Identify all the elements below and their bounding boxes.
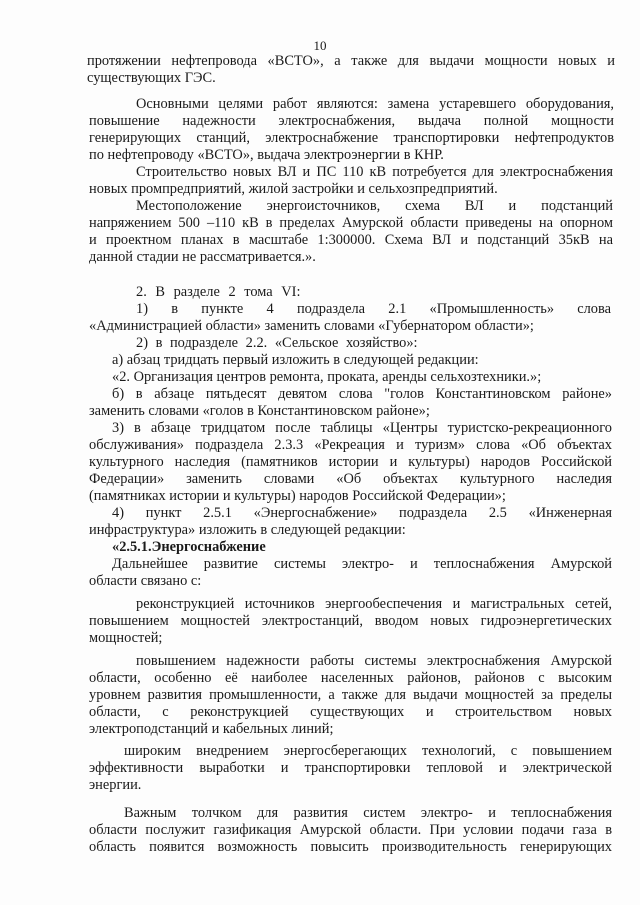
text-line: и проектном планах в масштабе 1:300000. Схема ВЛ и подстанций 35кВ на (89, 232, 613, 248)
text-line: заменить словами «голов в Константиновском районе»; (89, 403, 430, 419)
text-line: Важным толчком для развития систем электро- и теплоснабжения (124, 805, 612, 821)
text-line: повышением мощностей электростанций, вводом новых гидроэнергетических (89, 613, 612, 629)
text-line: а) абзац тридцать первый изложить в следующей редакции: (112, 352, 479, 368)
text-line: 1) в пункте 4 подраздела 2.1 «Промышленность» слова (136, 301, 611, 317)
text-line: Дальнейшее развитие системы электро- и теплоснабжения Амурской (112, 556, 612, 572)
text-line: мощностей; (89, 630, 163, 646)
text-line: Основными целями работ являются: замена устаревшего оборудования, (136, 96, 614, 112)
text-line: Местоположение энергоисточников, схема ВЛ и подстанций (136, 198, 613, 214)
text-line: генерирующих станций, электроснабжение транспортировки нефтепродуктов (89, 130, 614, 146)
text-line: данной стадии не рассматривается.». (89, 249, 316, 265)
text-line: области послужит газификация Амурской области. При условии подачи газа в (89, 822, 612, 838)
text-line: области связано с: (89, 573, 202, 589)
text-line: область появится возможность повысить производительность генерирующих (89, 839, 612, 855)
text-line: повышение надежности электроснабжения, выдача полной мощности (89, 113, 614, 129)
text-line: по нефтепроводу «ВСТО», выдача электроэнергии в КНР. (89, 147, 444, 163)
text-line: энергии. (89, 777, 142, 793)
text-line: 4) пункт 2.5.1 «Энергоснабжение» подраздела 2.5 «Инженерная (112, 505, 612, 521)
text-line: электроподстанций и кабельных линий; (89, 721, 334, 737)
text-line: напряжением 500 –110 кВ в пределах Амурской области приведены на опорном (89, 215, 613, 231)
text-line: повышением надежности работы системы электроснабжения Амурской (136, 653, 612, 669)
text-line: «2. Организация центров ремонта, проката, аренды сельхозтехники.»; (112, 369, 542, 385)
text-line: новых промпредприятий, жилой застройки и сельхозпредприятий. (89, 181, 498, 197)
text-line: области, особенно её наиболее населенных районов, районов с высоким (89, 670, 612, 686)
text-line: б) в абзаце пятьдесят девятом слова "голов Константиновском районе» (112, 386, 612, 402)
text-line: Федерации» заменить словами «Об объектах культурного наследия (89, 471, 612, 487)
text-line: Строительство новых ВЛ и ПС 110 кВ потребуется для электроснабжения (136, 164, 613, 180)
page-number: 10 (313, 38, 327, 53)
text-line: инфраструктура» изложить в следующей редакции: (89, 522, 406, 538)
text-line: протяжении нефтепровода «ВСТО», а также для выдачи мощности новых и (87, 53, 615, 69)
text-line: обслуживания» подраздела 2.3.3 «Рекреация и туризм» слова «Об объектах (89, 437, 612, 453)
text-line: 2) в подразделе 2.2. «Сельское хозяйство»: (136, 335, 418, 351)
text-line: «Администрацией области» заменить словами «Губернатором области»; (89, 318, 534, 334)
text-line: 3) в абзаце тридцатом после таблицы «Центры туристско-рекреационного (112, 420, 612, 436)
text-line: (памятниках истории и культуры) народов Российской Федерации»; (89, 488, 506, 504)
text-line: культурного наследия (памятников истории и культуры) народов Российской (89, 454, 612, 470)
text-line: эффективности выработки и транспортировки тепловой и электрической (89, 760, 612, 776)
text-line: широким внедрением энергосберегающих технологий, с повышением (124, 743, 612, 759)
text-line: реконструкцией источников энергообеспечения и магистральных сетей, (136, 596, 612, 612)
text-line: области, с реконструкцией существующих и строительством новых (89, 704, 612, 720)
section-heading: «2.5.1.Энергоснабжение (112, 539, 266, 555)
text-line: 2. В разделе 2 тома VI: (136, 284, 301, 300)
text-line: существующих ГЭС. (87, 70, 216, 86)
text-line: уровнем развития промышленности, а также для выдачи мощностей за пределы (89, 687, 612, 703)
